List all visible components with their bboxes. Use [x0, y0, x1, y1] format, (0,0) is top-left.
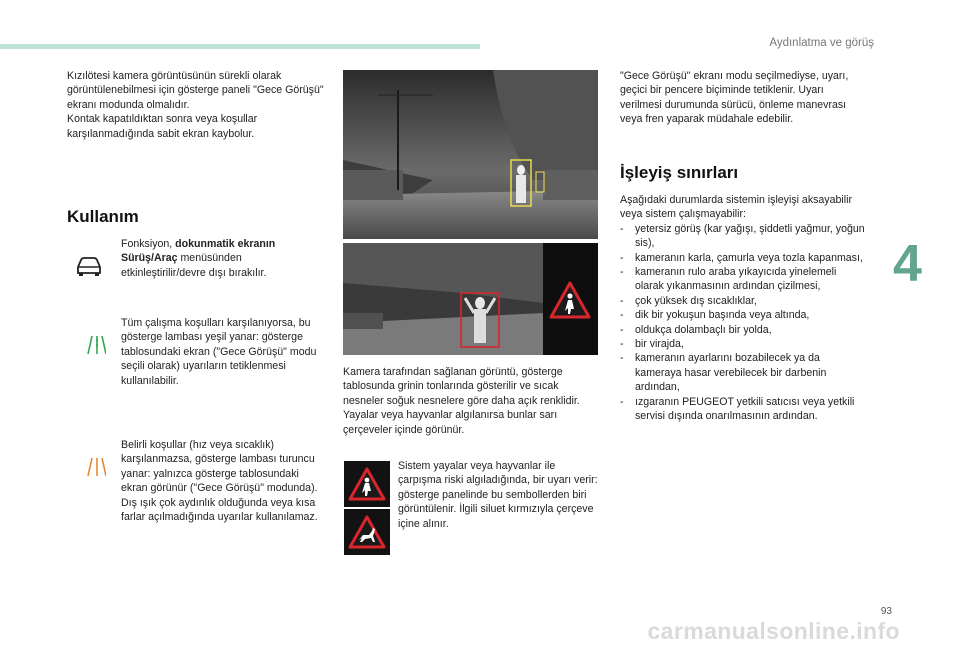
image-caption-1: Kamera tarafından sağlanan görüntü, gösterge tablosunda grinin tonlarında gösterilir ve sıcak nesneler soğuk nesnelere göre daha açık renklidir.	[343, 366, 580, 407]
menu-path: dokunmatik ekranın Sürüş/Araç	[121, 238, 276, 265]
list-item: - kameranın rulo araba yıkayıcıda yinelemeli olarak yıkanmasının ardından çizilmesi,	[620, 265, 868, 294]
usage-item-2: Tüm çalışma koşulları karşılanıyorsa, bu gösterge lambası yeşil yanar: gösterge tablosundaki ekran ("Gece Görüşü" modu seçili olarak) uyarıların tetiklenmesi kullanılabilir.	[121, 317, 317, 387]
list-item: - çok yüksek dış sıcaklıklar,	[620, 294, 868, 308]
limits-heading: İşleyiş sınırları	[620, 163, 739, 182]
list-item: - oldukça dolambaçlı bir yolda,	[620, 323, 868, 337]
thermal-image-pedestrian	[343, 70, 598, 239]
chapter-number: 4	[893, 235, 922, 293]
night-vision-orange-icon	[72, 444, 106, 483]
right-paragraph: "Gece Görüşü" ekranı modu seçilmediyse, uyarı, geçici bir pencere biçiminde tetiklenir. Uyarı verilmesi durumunda sürücü, önleme manevrası veya fren yaparak müdahale edebilir.	[620, 70, 849, 126]
limits-section	[620, 193, 868, 424]
limits-intro: Aşağıdaki durumlarda sistemin işleyişi aksayabilir veya sistem çalışmayabilir:	[620, 194, 852, 221]
usage-item-3: Belirli koşullar (hız veya sıcaklık) karşılanmazsa, gösterge lambası turuncu yanar: yalnızca gösterge tablosundaki ekran görünür ("Gece Görüşü" modunda). Dış ışık çok aydınlık olduğunda veya kısa farlar açılmadığında uyarılar kullanılamaz.	[121, 439, 318, 524]
night-vision-green-icon	[72, 322, 106, 361]
section-title: Aydınlatma ve görüş	[769, 37, 874, 49]
page-number: 93	[880, 606, 892, 617]
list-item: - ızgaranın PEUGEOT yetkili satıcısı veya yetkili servisi dışında onarılmasının ardından.	[620, 395, 868, 424]
limits-list	[620, 222, 868, 424]
usage-item-1: Fonksiyon, dokunmatik ekranın Sürüş/Araç menüsünden etkinleştirilir/devre dışı bırakılır.	[121, 238, 276, 279]
intro-paragraph-2: Kontak kapatıldıktan sonra veya koşullar karşılanmadığında sabit ekran kaybolur.	[67, 113, 258, 140]
list-item: - kameranın karla, çamurla veya tozla kapanması,	[620, 251, 868, 265]
watermark: carmanualsonline.info	[647, 618, 900, 644]
header-accent-bar	[0, 44, 480, 49]
usage-heading: Kullanım	[67, 207, 139, 226]
intro-text	[67, 69, 325, 141]
list-item: - yetersiz görüş (kar yağışı, şiddetli yağmur, yoğun sis),	[620, 222, 868, 251]
intro-paragraph-1: Kızılötesi kamera görüntüsünün sürekli olarak görüntülenebilmesi için gösterge paneli "Gece Görüşü" ekranı modunda olmalıdır.	[67, 70, 324, 111]
list-item: - bir virajda,	[620, 337, 868, 351]
animal-warning-icon	[344, 509, 390, 555]
image-caption-2: Yayalar veya hayvanlar algılanırsa bunlar sarı çerçeveler içinde görünür.	[343, 409, 558, 436]
list-item: - kameranın ayarlarını bozabilecek ya da kameraya hasar verebilecek bir darbenin ardından,	[620, 351, 868, 394]
list-item: - dik bir yokuşun başında veya altında,	[620, 308, 868, 322]
thermal-warning-image	[343, 243, 598, 355]
pedestrian-warning-icon	[344, 461, 390, 507]
car-outline-icon	[72, 248, 106, 287]
warning-text: Sistem yayalar veya hayvanlar ile çarpışma riski algıladığında, bir uyarı verir: gösterge panelinde bu sembollerden biri görüntülenir. İlgili siluet kırmızıyla çerçeve içine alınır.	[398, 460, 598, 530]
image-caption	[343, 365, 601, 437]
